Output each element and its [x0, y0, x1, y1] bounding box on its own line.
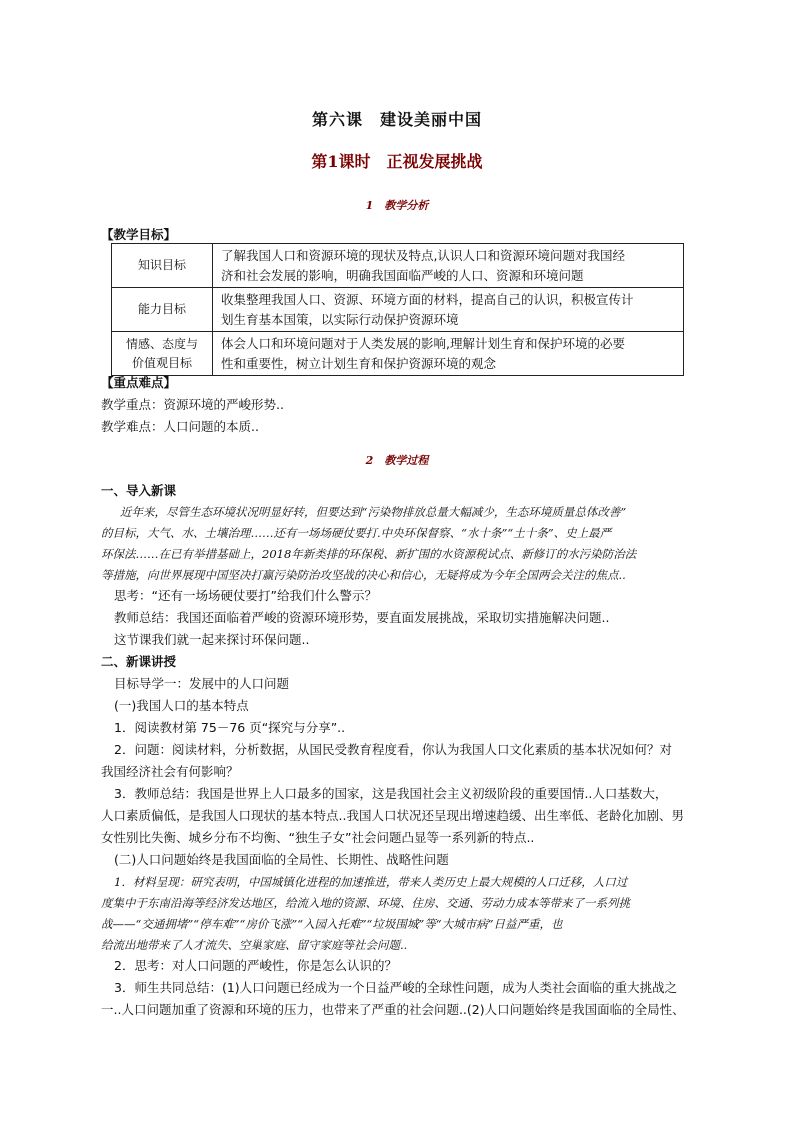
guide-goal: 目标导学一：发展中的人口问题 — [114, 676, 290, 691]
goal-text-line: 收集整理我国人口、资源、环境方面的材料，提高自己的认识，积极宣传计 — [221, 291, 634, 307]
list-item: 2．问题：阅读材料，分析数据，从国民受教育程度看，你认为我国人口文化素质的基本状况如何？对 — [114, 742, 672, 757]
list-item: 3．教师总结：我国是世界上人口最多的国家，这是我国社会主义初级阶段的重要国情..人口基数大， — [114, 786, 668, 801]
goal-label-line: 情感、态度与 — [125, 336, 198, 351]
goal-label-line: 知识目标 — [137, 258, 186, 272]
part-heading-intro: 一、导入新课 — [101, 483, 177, 498]
list-item-cont: 我国经济社会有何影响？ — [101, 764, 239, 779]
part-heading-new-lesson: 二、新课讲授 — [101, 654, 177, 669]
difficult-point: 教学难点：人口问题的本质.. — [101, 419, 259, 434]
goal-text-line: 划生育基本国策，以实际行动保护资源环境 — [221, 311, 459, 327]
material-line: 战——“交通拥堵”“停车难”“房价飞涨”“入园入托难”“垃圾围城”等“大城市病”日益严重，也 — [101, 917, 563, 931]
goal-text — [213, 288, 684, 332]
intro-paragraph-line: 的目标，大气、水、土壤治理……还有一场场硬仗要打.中央环保督察、“水十条”“土十条”、史上最严 — [101, 526, 612, 540]
goal-label — [112, 244, 213, 288]
goal-text — [213, 244, 684, 288]
section-teaching-analysis: 1 教学分析 — [365, 199, 429, 212]
key-points-heading: 【重点难点】 — [101, 375, 177, 390]
goal-text-line: 济和社会发展的影响，明确我国面临严峻的人口、资源和环境问题 — [221, 267, 584, 283]
list-item: 2．思考：对人口问题的严峻性，你是怎么认识的？ — [114, 958, 397, 973]
table-row — [112, 244, 684, 288]
list-item: 3．师生共同总结：(1)人口问题已经成为一个日益严峻的全球性问题，成为人类社会面临的重大挑战之 — [114, 980, 678, 995]
think-question: 思考：“还有一场场硬仗要打”给我们什么警示？ — [114, 588, 377, 603]
teacher-summary: 教师总结：我国还面临着严峻的资源环境形势，要直面发展挑战，采取切实措施解决问题.. — [114, 610, 610, 625]
table-row — [112, 332, 684, 376]
material-line: 给流出地带来了人才流失、空巢家庭、留守家庭等社会问题.. — [101, 938, 408, 952]
intro-paragraph-line: 等措施，向世界展现中国坚决打赢污染防治攻坚战的决心和信心，无疑将成为今年全国两会关注的焦点.. — [101, 568, 626, 582]
key-point: 教学重点：资源环境的严峻形势.. — [101, 397, 284, 412]
section-teaching-process: 2 教学过程 — [365, 454, 429, 467]
intro-paragraph-line: 近年来，尽管生态环境状况明显好转，但要达到“污染物排放总量大幅减少，生态环境质量总体改善” — [120, 505, 627, 519]
intro-paragraph-line: 环保法……在已有举措基础上，2018年新类排的环保税、新扩围的水资源税试点、新修订的水污染防治法 — [101, 547, 637, 561]
lesson-title: 第六课 建设美丽中国 — [311, 110, 482, 129]
table-row — [112, 288, 684, 332]
goals-heading: 【教学目标】 — [101, 227, 177, 242]
goal-text — [213, 332, 684, 376]
goal-label-line: 价值观目标 — [131, 355, 192, 370]
goal-label-line: 能力目标 — [137, 302, 186, 316]
goal-label — [112, 288, 213, 332]
lesson-topic: 这节课我们就一起来探讨环保问题.. — [114, 632, 310, 647]
material-line: 1．材料呈现：研究表明，中国城镇化进程的加速推进，带来人类历史上最大规模的人口迁移，人口过 — [114, 875, 628, 889]
goal-text-line: 体会人口和环境问题对于人类发展的影响,理解计划生育和保护环境的必要 — [221, 335, 625, 351]
teaching-goals-table — [111, 243, 684, 376]
subsection-heading: (一)我国人口的基本特点 — [114, 698, 249, 713]
subsection-heading: (二)人口问题始终是我国面临的全局性、长期性、战略性问题 — [114, 852, 449, 867]
list-item-cont: 女性别比失衡、城乡分布不均衡、“独生子女”社会问题凸显等一系列新的特点.. — [101, 830, 535, 845]
material-line: 度集中于东南沿海等经济发达地区，给流入地的资源、环境、住房、交通、劳动力成本等带来了一系列挑 — [101, 896, 630, 910]
lesson-subtitle: 第1课时 正视发展挑战 — [311, 152, 483, 171]
list-item-cont: 人口素质偏低，是我国人口现状的基本特点..我国人口状况还呈现出增速趋缓、出生率低、老龄化加剧、男 — [101, 808, 684, 823]
list-item-cont: 一..人口问题加重了资源和环境的压力，也带来了严重的社会问题..(2)人口问题始终是我国面临的全局性、 — [101, 1002, 685, 1017]
goal-text-line: 了解我国人口和资源环境的现状及特点,认识人口和资源环境问题对我国经 — [221, 247, 625, 263]
goal-text-line: 性和重要性，树立计划生育和保护资源环境的观念 — [221, 355, 497, 371]
list-item: 1．阅读教材第 75－76 页“探究与分享”.. — [114, 720, 346, 735]
goal-label — [112, 332, 213, 376]
